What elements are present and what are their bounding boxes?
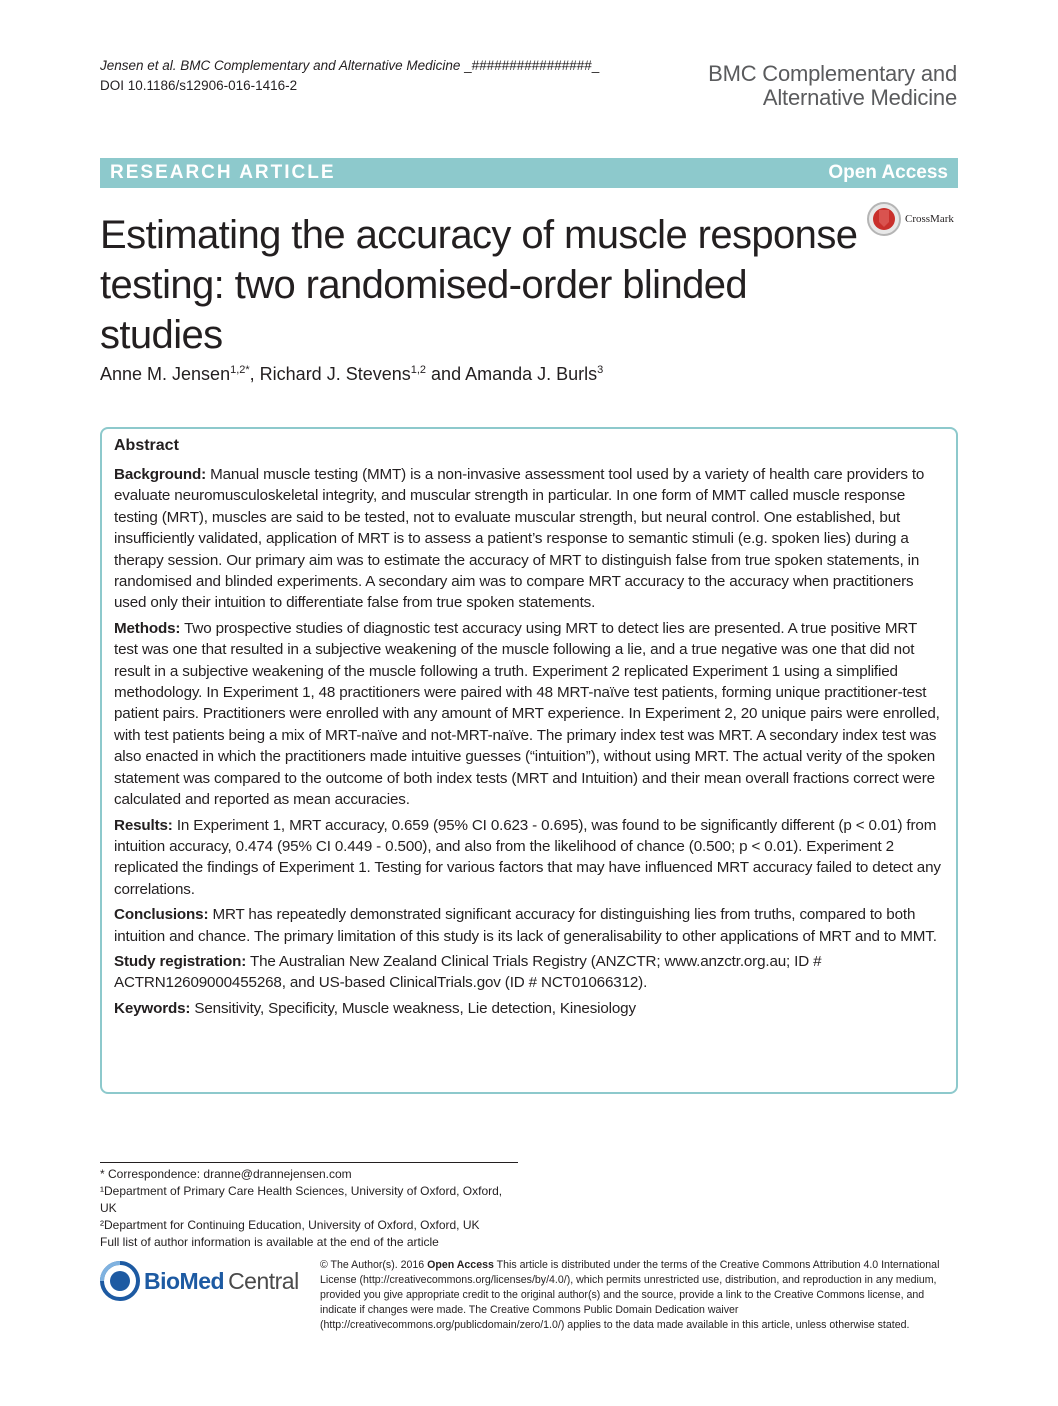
- license-open-access: Open Access: [427, 1259, 494, 1271]
- abstract-section-text: Two prospective studies of diagnostic test accuracy using MRT to detect lies are presented. A true positive MRT test was one that resulted in a subjective weakening of the muscle following a lie, and a true negative was one that did not result in a subjective weakening of the muscle following a truth. Experiment 2 replicated Experiment 1 using a simplified methodology. In Experiment 1, 48 practitioners were paired with 48 MRT-naïve test patients, forming unique practitioner-test patient pairs. Practitioners were enrolled with any amount of MRT experience. In Experiment 2, 20 unique pairs were enrolled, with test patients being a mix of MRT-naïve and not-MRT-naïve. The primary index test was MRT. A secondary index test was also enacted in which the practitioners made intuitive guesses (“intuition”), without using MRT. The actual verity of the spoken statement was compared to the outcome of both index tests (MRT and Intuition) and their mean overall fractions correct were calculated and reported as mean accuracies.: [114, 619, 940, 809]
- footnotes: [100, 1166, 520, 1251]
- journal-name-line1: BMC Complementary and: [708, 61, 957, 86]
- abstract-section-text: Sensitivity, Specificity, Muscle weakness, Lie detection, Kinesiology: [194, 999, 636, 1017]
- author-info-note: Full list of author information is available at the end of the article: [100, 1235, 439, 1249]
- abstract-section-label: Study registration:: [114, 952, 247, 970]
- abstract-section: [114, 904, 944, 947]
- abstract-section: [114, 464, 944, 614]
- abstract-section-text: MRT has repeatedly demonstrated significant accuracy for distinguishing lies from truths, compared to both intuition and chance. The primary limitation of this study is its lack of generalisability to other applications of MRT and to MMT.: [114, 906, 937, 945]
- abstract-section-label: Keywords:: [114, 999, 191, 1017]
- logo-text-biomed: BioMed: [144, 1267, 225, 1294]
- author-affiliation-sup: 1,2*: [230, 364, 250, 376]
- affiliation-1: ¹Department of Primary Care Health Sciences, University of Oxford, Oxford, UK: [100, 1184, 503, 1215]
- license-statement: [320, 1258, 960, 1333]
- abstract-section-label: Conclusions:: [114, 906, 209, 924]
- abstract-section-label: Results:: [114, 816, 173, 834]
- journal-name-line2: Alternative Medicine: [762, 85, 957, 110]
- license-copyright: © The Author(s). 2016: [320, 1259, 428, 1271]
- license-text: This article is distributed under the terms of the Creative Commons Attribution 4.0 International License (http://creativecommons.org/licenses/by/4.0/), which permits unrestricted use, distribution, and reproduction in any medium, provided you give appropriate credit to the original author(s) and the source, provide a link to the Creative Commons license, and indicate if changes were made. The Creative Commons Public Domain Dedication waiver (http://creativecommons.org/publicdomain/zero/1.0/) applies to the data made available in this article, unless otherwise stated.: [320, 1259, 940, 1331]
- author-separator: and: [426, 364, 466, 384]
- abstract-section: [114, 815, 944, 901]
- author-name: Amanda J. Burls: [465, 364, 598, 384]
- author-affiliation-sup: 3: [597, 364, 604, 376]
- citation-journal: Jensen et al. BMC Complementary and Alternative Medicine: [100, 58, 461, 73]
- abstract-section-text: Manual muscle testing (MMT) is a non-invasive assessment tool used by a variety of health care providers to evaluate neuromusculoskeletal integrity, and muscular strength in particular. In one form of MMT called muscle response testing (MRT), muscles are said to be tested, not to evaluate muscular strength, but neural control. One established, but insufficiently validated, application of MRT is to assess a patient’s response to semantic stimuli (e.g. spoken lies) during a therapy session. Our primary aim was to estimate the accuracy of MRT to distinguish false from true spoken statements, in randomised and blinded experiments. A secondary aim was to compare MRT accuracy to the accuracy when practitioners used only their intuition to differentiate false from true spoken statements.: [114, 466, 925, 612]
- logo-text-central: Central: [228, 1267, 299, 1294]
- footnote-divider: [100, 1162, 518, 1163]
- citation-id: _################_: [460, 58, 600, 73]
- citation-line: [100, 56, 599, 76]
- author-separator: ,: [249, 364, 260, 384]
- biomed-central-icon: [100, 1261, 140, 1301]
- affiliation-2: ²Department for Continuing Education, University of Oxford, Oxford, UK: [100, 1218, 480, 1232]
- abstract-section-text: In Experiment 1, MRT accuracy, 0.659 (95% CI 0.623 - 0.695), was found to be significantly different (p < 0.01) from intuition accuracy, 0.474 (95% CI 0.449 - 0.500), and also from the likelihood of chance (0.500; p < 0.01). Experiment 2 replicated the findings of Experiment 1. Testing for various factors that may have influenced MRT accuracy failed to detect any correlations.: [114, 816, 941, 898]
- crossmark-label: CrossMark: [905, 213, 954, 225]
- author-list: [100, 364, 603, 385]
- crossmark-icon: [866, 201, 902, 237]
- correspondence-note: * Correspondence: dranne@drannejensen.com: [100, 1167, 352, 1181]
- abstract-section-label: Methods:: [114, 619, 181, 637]
- article-title: Estimating the accuracy of muscle response testing: two randomised-order blinded studies: [100, 213, 858, 357]
- open-access-label: Open Access: [828, 162, 948, 183]
- article-type-banner: [100, 158, 958, 188]
- author-name: Anne M. Jensen: [100, 364, 231, 384]
- abstract-section-text: The Australian New Zealand Clinical Trials Registry (ANZCTR; www.anzctr.org.au; ID # ACTRN12609000455268, and US-based ClinicalTrials.gov (ID # NCT01066312).: [114, 952, 822, 992]
- author-affiliation-sup: 1,2: [410, 364, 427, 376]
- journal-name: [708, 62, 957, 110]
- abstract-section: [114, 618, 944, 811]
- running-header: [100, 56, 599, 96]
- abstract-section-label: Background:: [114, 466, 207, 483]
- article-type-label: RESEARCH ARTICLE: [110, 162, 336, 183]
- author-name: Richard J. Stevens: [259, 364, 411, 384]
- biomed-central-logo: [100, 1258, 300, 1304]
- abstract-heading: Abstract: [114, 437, 179, 454]
- abstract-section: [114, 998, 944, 1019]
- doi[interactable]: DOI 10.1186/s12906-016-1416-2: [100, 78, 298, 93]
- crossmark-badge[interactable]: [866, 198, 958, 240]
- abstract-sections: [114, 464, 944, 1019]
- abstract-section: [114, 951, 944, 994]
- abstract-box: [100, 427, 958, 1094]
